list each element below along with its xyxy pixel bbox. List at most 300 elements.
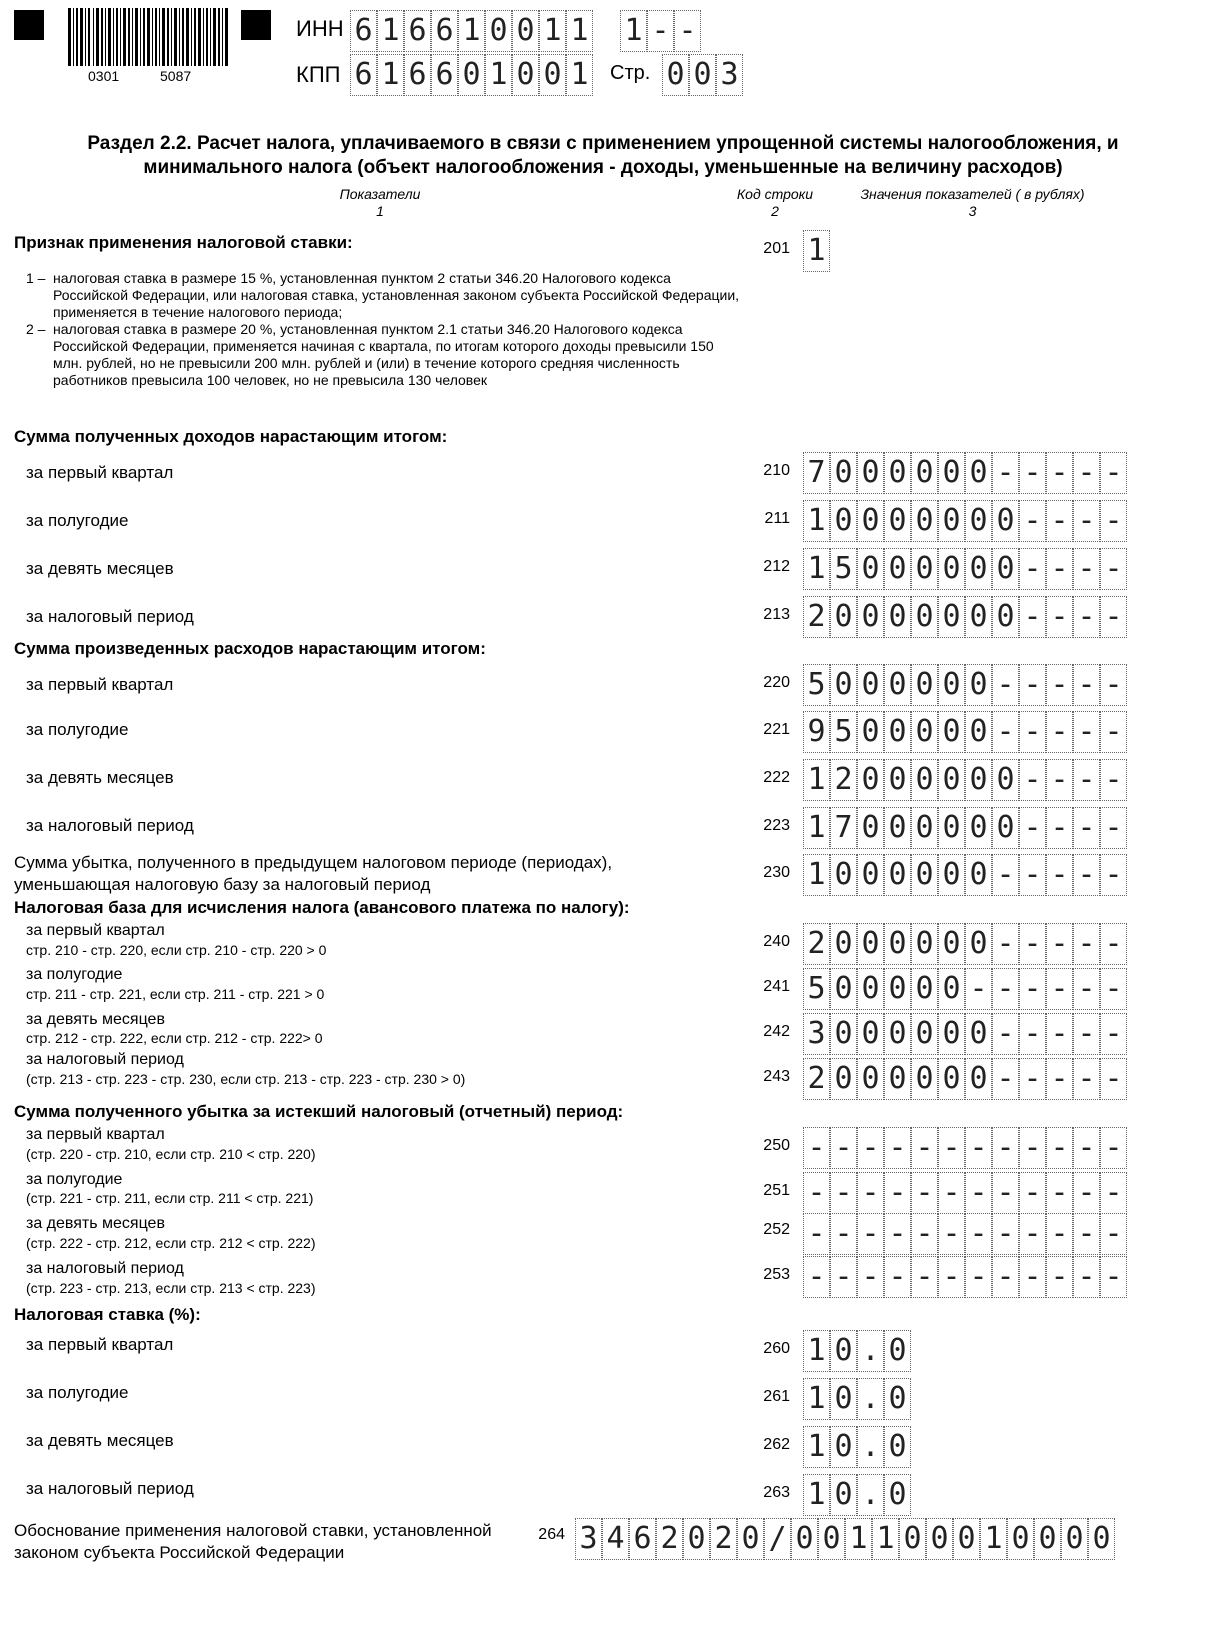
digit-cell: 0 (911, 500, 938, 542)
digit-cell: - (1073, 596, 1100, 638)
digit-cell: - (1019, 1127, 1046, 1169)
line-code-210: 210 (763, 462, 790, 479)
digit-cell: 0 (857, 854, 884, 896)
digit-cell: - (1100, 711, 1127, 753)
digit-cell: 0 (884, 923, 911, 965)
digit-cell: - (992, 1013, 1019, 1055)
digit-cell: 0 (992, 759, 1019, 801)
digit-cell: 1 (845, 1518, 872, 1560)
digit-cell: 0 (830, 452, 857, 494)
digit-cell: - (884, 1213, 911, 1255)
digit-cell: 6 (350, 10, 377, 52)
digit-cell: 9 (803, 711, 830, 753)
digit-cell: 0 (911, 968, 938, 1010)
digit-cell: 1 (458, 10, 485, 52)
page-label: Стр. (610, 62, 651, 84)
digit-cell: - (992, 1127, 1019, 1169)
digit-cell: - (1073, 452, 1100, 494)
digit-cell: 0 (938, 1058, 965, 1100)
digit-cell: - (992, 1058, 1019, 1100)
digit-cell: - (1046, 500, 1073, 542)
line-code-264: 264 (538, 1526, 565, 1543)
digit-cell: - (1046, 1058, 1073, 1100)
digit-cell: - (1073, 807, 1100, 849)
digit-cell: - (857, 1172, 884, 1214)
digit-cell: 6 (629, 1518, 656, 1560)
digit-cell: 0 (884, 968, 911, 1010)
digit-cell: 1 (620, 10, 647, 52)
digit-cell: - (965, 1213, 992, 1255)
loss-row-label: за налоговый период (26, 1260, 184, 1277)
digit-cell: 1 (803, 1378, 830, 1420)
digit-cell: - (1046, 1013, 1073, 1055)
digit-cell: 0 (857, 452, 884, 494)
digit-cell: 0 (938, 759, 965, 801)
digit-cell: 5 (803, 664, 830, 706)
base-row-formula: стр. 210 - стр. 220, если стр. 210 - стр. 220 > 0 (26, 942, 327, 958)
inn-field[interactable] (350, 10, 701, 52)
digit-cell: - (1046, 711, 1073, 753)
digit-cell: 0 (884, 452, 911, 494)
digit-cell: - (1100, 500, 1127, 542)
digit-cell: - (803, 1172, 830, 1214)
digit-cell: 0 (938, 923, 965, 965)
line-code-261: 261 (763, 1388, 790, 1405)
digit-cell: - (1046, 452, 1073, 494)
digit-cell (593, 10, 620, 52)
line-code-253: 253 (763, 1266, 790, 1283)
expenses-heading: Сумма произведенных расходов нарастающим итогом: (14, 639, 486, 658)
digit-cell: - (1019, 923, 1046, 965)
digit-cell: 0 (830, 1378, 857, 1420)
digit-cell: 6 (431, 10, 458, 52)
digit-cell: 0 (884, 500, 911, 542)
digit-cell: - (1019, 854, 1046, 896)
digit-cell: - (1046, 854, 1073, 896)
digit-cell: - (965, 1256, 992, 1298)
digit-cell: 0 (911, 596, 938, 638)
digit-cell: 0 (857, 596, 884, 638)
digit-cell: - (1073, 968, 1100, 1010)
digit-cell: 0 (884, 1330, 911, 1372)
income-field-212[interactable] (803, 548, 1127, 590)
digit-cell: 0 (857, 548, 884, 590)
digit-cell: 1 (803, 1426, 830, 1468)
digit-cell: 0 (830, 1058, 857, 1100)
digit-cell: 1 (803, 500, 830, 542)
base-row-label: за первый квартал (26, 922, 165, 939)
digit-cell: 0 (884, 1426, 911, 1468)
digit-cell: 2 (803, 596, 830, 638)
digit-cell: - (1073, 854, 1100, 896)
digit-cell: - (1019, 1058, 1046, 1100)
digit-cell: 0 (485, 10, 512, 52)
digit-cell: 0 (965, 1058, 992, 1100)
digit-cell: - (1073, 923, 1100, 965)
kpp-label: КПП (296, 62, 341, 87)
digit-cell: 0 (884, 807, 911, 849)
rate-flag-field[interactable] (803, 230, 830, 272)
digit-cell: 0 (911, 923, 938, 965)
digit-cell: - (1046, 664, 1073, 706)
digit-cell: 0 (683, 1518, 710, 1560)
loss-row-formula: (стр. 223 - стр. 213, если стр. 213 < стр. 223) (26, 1280, 316, 1296)
digit-cell: - (1046, 759, 1073, 801)
digit-cell: 0 (857, 500, 884, 542)
tax-rate-field-261[interactable] (803, 1378, 911, 1420)
page-number-field[interactable] (662, 54, 743, 96)
tax-rate-field-260[interactable] (803, 1330, 911, 1372)
digit-cell: - (1073, 500, 1100, 542)
digit-cell: - (992, 1213, 1019, 1255)
digit-cell: 0 (818, 1518, 845, 1560)
digit-cell: 0 (938, 968, 965, 1010)
rate-row-label: за девять месяцев (26, 1431, 174, 1450)
barcode-number-left: 0301 (88, 68, 120, 84)
digit-cell: - (1019, 711, 1046, 753)
digit-cell: - (992, 923, 1019, 965)
expense-row-label: за девять месяцев (26, 768, 174, 787)
digit-cell: - (1046, 968, 1073, 1010)
digit-cell: 0 (662, 54, 689, 96)
income-heading: Сумма полученных доходов нарастающим итогом: (14, 427, 448, 446)
digit-cell: 0 (884, 1474, 911, 1516)
digit-cell: - (857, 1213, 884, 1255)
digit-cell: - (1073, 1213, 1100, 1255)
tax-base-field-241[interactable] (803, 968, 1127, 1010)
digit-cell: - (857, 1256, 884, 1298)
digit-cell: 0 (965, 664, 992, 706)
digit-cell: - (1100, 1172, 1127, 1214)
digit-cell: - (1073, 1127, 1100, 1169)
digit-cell: 0 (938, 1013, 965, 1055)
digit-cell: 0 (857, 968, 884, 1010)
digit-cell: 0 (689, 54, 716, 96)
loss-field-251[interactable] (803, 1172, 1127, 1214)
digit-cell: 0 (857, 664, 884, 706)
digit-cell: . (857, 1378, 884, 1420)
digit-cell: 6 (431, 54, 458, 96)
digit-cell: 2 (803, 1058, 830, 1100)
rate-basis-field[interactable] (575, 1518, 1115, 1560)
digit-cell: - (992, 1172, 1019, 1214)
digit-cell: - (992, 854, 1019, 896)
base-row-formula: стр. 211 - стр. 221, если стр. 211 - стр. 221 > 0 (26, 986, 325, 1002)
digit-cell: - (1073, 664, 1100, 706)
tax-base-field-240[interactable] (803, 923, 1127, 965)
digit-cell: - (1073, 548, 1100, 590)
digit-cell: 0 (899, 1518, 926, 1560)
digit-cell: 2 (803, 923, 830, 965)
line-code-251: 251 (763, 1182, 790, 1199)
digit-cell: 0 (830, 1330, 857, 1372)
digit-cell: 1 (539, 10, 566, 52)
income-row-label: за налоговый период (26, 607, 194, 626)
digit-cell: 0 (965, 548, 992, 590)
digit-cell: 0 (1034, 1518, 1061, 1560)
digit-cell: - (938, 1127, 965, 1169)
inn-label: ИНН (296, 16, 344, 41)
expense-field-221[interactable] (803, 711, 1127, 753)
digit-cell: 0 (992, 500, 1019, 542)
digit-cell: 1 (566, 10, 593, 52)
line-code-213: 213 (763, 606, 790, 623)
line-code-262: 262 (763, 1436, 790, 1453)
digit-cell: - (1100, 807, 1127, 849)
digit-cell: 0 (965, 923, 992, 965)
digit-cell: - (1019, 1256, 1046, 1298)
digit-cell: - (1046, 1127, 1073, 1169)
digit-cell: 0 (1007, 1518, 1034, 1560)
digit-cell: 0 (539, 54, 566, 96)
kpp-field[interactable] (350, 54, 593, 96)
digit-cell: 0 (911, 711, 938, 753)
loss-field-250[interactable] (803, 1127, 1127, 1169)
digit-cell: 7 (830, 807, 857, 849)
digit-cell: 0 (830, 968, 857, 1010)
digit-cell: - (1019, 807, 1046, 849)
base-row-label: за девять месяцев (26, 1011, 165, 1028)
line-code-221: 221 (763, 721, 790, 738)
registration-mark-left (14, 10, 44, 40)
digit-cell: 1 (803, 759, 830, 801)
digit-cell: 1 (803, 1474, 830, 1516)
line-code-241: 241 (763, 978, 790, 995)
tax-base-field-243[interactable] (803, 1058, 1127, 1100)
previous-loss-field[interactable] (803, 854, 1127, 896)
loss-row-formula: (стр. 221 - стр. 211, если стр. 211 < стр. 221) (26, 1190, 314, 1206)
digit-cell: - (1073, 1058, 1100, 1100)
digit-cell: 0 (938, 807, 965, 849)
digit-cell: - (1046, 596, 1073, 638)
digit-cell: 0 (857, 711, 884, 753)
digit-cell: 0 (965, 500, 992, 542)
digit-cell: - (803, 1213, 830, 1255)
line-code-223: 223 (763, 817, 790, 834)
digit-cell: 0 (857, 759, 884, 801)
digit-cell: 0 (884, 759, 911, 801)
line-code-222: 222 (763, 769, 790, 786)
digit-cell: 0 (458, 54, 485, 96)
digit-cell: 0 (857, 923, 884, 965)
digit-cell: - (830, 1256, 857, 1298)
digit-cell: - (992, 664, 1019, 706)
loss-row-label: за первый квартал (26, 1126, 165, 1143)
digit-cell: 0 (938, 854, 965, 896)
digit-cell: 0 (992, 807, 1019, 849)
line-code-263: 263 (763, 1484, 790, 1501)
digit-cell: 0 (512, 10, 539, 52)
digit-cell: 0 (965, 854, 992, 896)
line-code-260: 260 (763, 1340, 790, 1357)
expense-field-222[interactable] (803, 759, 1127, 801)
section-title: Раздел 2.2. Расчет налога, уплачиваемого в связи с применением упрощенной системы налогообложения, и минимального налога (объект налогообложения - доходы, уменьшенные на величину расходов) (87, 133, 1119, 178)
digit-cell: 0 (737, 1518, 764, 1560)
line-code-212: 212 (763, 558, 790, 575)
digit-cell: - (803, 1127, 830, 1169)
digit-cell: - (1100, 1013, 1127, 1055)
digit-cell: 0 (965, 759, 992, 801)
digit-cell: - (803, 1256, 830, 1298)
expense-field-223[interactable] (803, 807, 1127, 849)
digit-cell: 0 (791, 1518, 818, 1560)
digit-cell: - (1019, 664, 1046, 706)
income-row-label: за девять месяцев (26, 559, 174, 578)
digit-cell: 0 (953, 1518, 980, 1560)
digit-cell: 1 (803, 1330, 830, 1372)
digit-cell: 0 (965, 596, 992, 638)
line-code-240: 240 (763, 933, 790, 950)
digit-cell: 1 (803, 548, 830, 590)
digit-cell: - (992, 968, 1019, 1010)
digit-cell: - (1046, 807, 1073, 849)
digit-cell: 0 (830, 664, 857, 706)
column-header-2: Код строки 2 (736, 186, 814, 219)
digit-cell: - (830, 1127, 857, 1169)
digit-cell: . (857, 1426, 884, 1468)
digit-cell: 3 (716, 54, 743, 96)
digit-cell: 1 (485, 54, 512, 96)
digit-cell: - (830, 1172, 857, 1214)
digit-cell: 2 (656, 1518, 683, 1560)
digit-cell: - (674, 10, 701, 52)
digit-cell: - (1100, 1213, 1127, 1255)
digit-cell: - (1100, 968, 1127, 1010)
digit-cell: - (647, 10, 674, 52)
registration-mark-right (241, 10, 271, 40)
digit-cell: 0 (965, 807, 992, 849)
barcode-icon (68, 8, 228, 66)
digit-cell: 0 (965, 711, 992, 753)
digit-cell: - (830, 1213, 857, 1255)
digit-cell: - (938, 1256, 965, 1298)
digit-cell: 0 (938, 596, 965, 638)
digit-cell: - (1100, 923, 1127, 965)
tax-rate-field-263[interactable] (803, 1474, 911, 1516)
loss-field-252[interactable] (803, 1213, 1127, 1255)
digit-cell: 0 (911, 1058, 938, 1100)
digit-cell: - (884, 1256, 911, 1298)
line-code-243: 243 (763, 1068, 790, 1085)
base-row-label: за налоговый период (26, 1051, 184, 1068)
line-code-201: 201 (763, 240, 790, 257)
column-header-1: Показатели 1 (339, 186, 421, 219)
digit-cell: - (1019, 596, 1046, 638)
digit-cell: - (1100, 759, 1127, 801)
digit-cell: 0 (857, 1058, 884, 1100)
digit-cell: 1 (872, 1518, 899, 1560)
digit-cell: 0 (938, 711, 965, 753)
digit-cell: - (965, 1127, 992, 1169)
digit-cell: 7 (803, 452, 830, 494)
digit-cell: / (764, 1518, 791, 1560)
base-row-label: за полугодие (26, 966, 123, 983)
digit-cell: - (1019, 968, 1046, 1010)
digit-cell: - (1046, 1172, 1073, 1214)
digit-cell: - (1073, 711, 1100, 753)
digit-cell: 1 (377, 54, 404, 96)
digit-cell: 0 (830, 854, 857, 896)
line-code-242: 242 (763, 1023, 790, 1040)
tax-base-field-242[interactable] (803, 1013, 1127, 1055)
digit-cell: - (911, 1256, 938, 1298)
digit-cell: - (911, 1172, 938, 1214)
digit-cell: 6 (404, 10, 431, 52)
digit-cell: - (1019, 500, 1046, 542)
expense-field-220[interactable] (803, 664, 1127, 706)
digit-cell: 2 (710, 1518, 737, 1560)
digit-cell: 4 (602, 1518, 629, 1560)
income-field-211[interactable] (803, 500, 1127, 542)
column-header-3: Значения показателей ( в рублях) 3 (860, 186, 1085, 219)
income-row-label: за первый квартал (26, 463, 174, 482)
expense-row-label: за налоговый период (26, 816, 194, 835)
digit-cell: 0 (884, 596, 911, 638)
digit-cell: 0 (911, 664, 938, 706)
digit-cell: - (1046, 548, 1073, 590)
line-code-211: 211 (764, 510, 790, 527)
digit-cell: - (1019, 548, 1046, 590)
tax-rate-field-262[interactable] (803, 1426, 911, 1468)
digit-cell: - (1073, 1172, 1100, 1214)
digit-cell: 1 (980, 1518, 1007, 1560)
tax-base-heading: Налоговая база для исчисления налога (авансового платежа по налогу): (14, 898, 630, 917)
expense-row-label: за первый квартал (26, 675, 174, 694)
digit-cell: 0 (911, 548, 938, 590)
income-field-213[interactable] (803, 596, 1127, 638)
digit-cell: 0 (926, 1518, 953, 1560)
digit-cell: - (1100, 596, 1127, 638)
digit-cell: - (1100, 1127, 1127, 1169)
digit-cell: - (1019, 1172, 1046, 1214)
digit-cell: - (1046, 923, 1073, 965)
digit-cell: - (965, 1172, 992, 1214)
digit-cell: 0 (1061, 1518, 1088, 1560)
digit-cell: . (857, 1330, 884, 1372)
digit-cell: - (992, 452, 1019, 494)
digit-cell: 0 (938, 664, 965, 706)
loss-field-253[interactable] (803, 1256, 1127, 1298)
digit-cell: 2 (830, 759, 857, 801)
line-code-230: 230 (763, 864, 790, 881)
digit-cell: 0 (857, 1013, 884, 1055)
digit-cell: - (992, 1256, 1019, 1298)
digit-cell: 0 (884, 664, 911, 706)
digit-cell: - (1100, 452, 1127, 494)
digit-cell: 0 (884, 1013, 911, 1055)
income-field-210[interactable] (803, 452, 1127, 494)
digit-cell: - (1100, 1058, 1127, 1100)
digit-cell: 0 (938, 452, 965, 494)
digit-cell: 0 (830, 1474, 857, 1516)
rate-flag-heading: Признак применения налоговой ставки: (14, 233, 353, 252)
digit-cell: - (1046, 1256, 1073, 1298)
digit-cell: 3 (575, 1518, 602, 1560)
digit-cell: - (857, 1127, 884, 1169)
base-row-formula: стр. 212 - стр. 222, если стр. 212 - стр. 222> 0 (26, 1030, 323, 1046)
rate-row-label: за полугодие (26, 1383, 129, 1402)
digit-cell: 5 (830, 548, 857, 590)
loss-row-formula: (стр. 222 - стр. 212, если стр. 212 < стр. 222) (26, 1235, 316, 1251)
digit-cell: . (857, 1474, 884, 1516)
digit-cell: 1 (377, 10, 404, 52)
rate-flag-notes: 1 – налоговая ставка в размере 15 %, установленная пунктом 2 статьи 346.20 Налогового кодекса Российской Федерации, или налоговая ставка, установленная законом субъекта Российской Федерации, применяется в течение налогового периода; 2 – налоговая ставка в размере 20 %, установленная пунктом 2.1 статьи 346.20 Налогового кодекса Российской Федерации, применяется начиная с квартала, по итогам которого доходы превысили 150 млн. рублей, но не превысили 200 млн. рублей и (или) в течение которого средняя численность работников превысила 100 человек, но не превысила 130 человек (26, 270, 740, 388)
digit-cell: 1 (803, 230, 830, 272)
digit-cell: 5 (830, 711, 857, 753)
digit-cell: 0 (830, 500, 857, 542)
loss-row-label: за полугодие (26, 1171, 123, 1188)
digit-cell: 3 (803, 1013, 830, 1055)
